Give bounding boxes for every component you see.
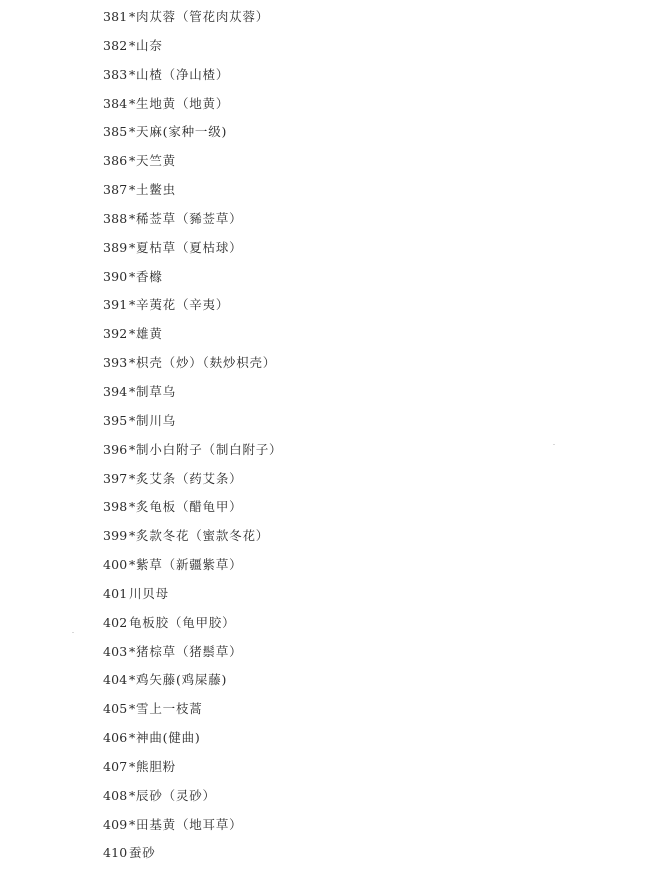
item-number: 396: [103, 441, 128, 457]
list-item: [103, 670, 282, 699]
item-name: *辰砂（灵砂）: [129, 787, 216, 803]
item-name: *神曲(健曲): [129, 730, 201, 746]
item-number: 385: [103, 124, 128, 140]
item-name: *稀莶草（豨莶草）: [129, 210, 243, 226]
list-item: [103, 65, 282, 94]
list-item: [103, 469, 282, 498]
item-number: 381: [103, 9, 128, 24]
item-number: 399: [103, 528, 128, 544]
list-item: [103, 151, 282, 180]
list-item: [103, 526, 282, 555]
scan-speck: [553, 444, 555, 445]
list-item: [103, 180, 282, 209]
item-name: *炙款冬花（蜜款冬花）: [129, 528, 270, 544]
item-number: 392: [103, 326, 128, 342]
list-item: [103, 7, 282, 36]
item-number: 386: [103, 153, 128, 169]
item-name: *辛荑花（辛夷）: [129, 297, 230, 313]
list-item: [103, 440, 282, 469]
item-name: *雄黄: [129, 326, 163, 342]
item-number: 403: [103, 643, 128, 659]
list-item: [103, 411, 282, 440]
list-item: [103, 36, 282, 65]
item-name: *雪上一枝蒿: [129, 701, 203, 717]
list-item: [103, 382, 282, 411]
item-number: 389: [103, 239, 128, 255]
item-name: *天竺黄: [129, 153, 176, 169]
item-name: *炙龟板（醋龟甲）: [129, 499, 243, 515]
item-name: *炙艾条（药艾条）: [129, 470, 243, 486]
list-item: [103, 209, 282, 238]
item-number: 409: [103, 816, 128, 832]
list-item: [103, 843, 282, 872]
item-name: *枳壳（炒）（麸炒枳壳）: [129, 355, 277, 371]
item-name: *生地黄（地黄）: [129, 95, 230, 111]
item-number: 390: [103, 268, 128, 284]
item-number: 406: [103, 730, 128, 746]
item-name: 蚕砂: [129, 845, 156, 861]
list-item: [103, 786, 282, 815]
item-name: *夏枯草（夏枯球）: [129, 239, 243, 255]
list-item: [103, 267, 282, 296]
list-item: [103, 94, 282, 123]
item-name: *土鳖虫: [129, 182, 176, 198]
list-item: [103, 353, 282, 382]
item-number: 407: [103, 758, 128, 774]
item-name: *肉苁蓉（管花肉苁蓉）: [129, 9, 270, 24]
item-name: *紫草（新疆紫草）: [129, 557, 243, 573]
list-item: [103, 555, 282, 584]
list-item: [103, 728, 282, 757]
item-number: 398: [103, 499, 128, 515]
item-name: *熊胆粉: [129, 758, 176, 774]
list-item: [103, 324, 282, 353]
item-number: 388: [103, 210, 128, 226]
item-name: *制草乌: [129, 383, 176, 399]
item-number: 384: [103, 95, 128, 111]
list-item: [103, 613, 282, 642]
item-number: 410: [103, 845, 128, 861]
item-number: 391: [103, 297, 128, 313]
item-number: 395: [103, 412, 128, 428]
list-item: [103, 815, 282, 844]
item-name: *制小白附子（制白附子）: [129, 441, 283, 457]
item-number: 383: [103, 66, 128, 82]
item-number: 408: [103, 787, 128, 803]
item-name: *山楂（净山楂）: [129, 66, 230, 82]
item-name: *天麻(家种一级): [129, 124, 228, 140]
item-number: 397: [103, 470, 128, 486]
item-name: *田基黄（地耳草）: [129, 816, 243, 832]
item-number: 402: [103, 614, 128, 630]
list-item: [103, 497, 282, 526]
item-name: *鸡矢藤(鸡屎藤): [129, 672, 228, 688]
item-number: 394: [103, 383, 128, 399]
herb-list: [103, 7, 282, 872]
item-name: 龟板胶（龟甲胶）: [129, 614, 236, 630]
list-item: [103, 238, 282, 267]
list-item: [103, 584, 282, 613]
item-number: 404: [103, 672, 128, 688]
item-name: *制川乌: [129, 412, 176, 428]
item-name: 川贝母: [129, 585, 169, 601]
scan-speck: [72, 632, 74, 633]
item-name: *猪棕草（猪鬃草）: [129, 643, 243, 659]
list-item: [103, 122, 282, 151]
item-number: 393: [103, 355, 128, 371]
item-number: 401: [103, 585, 128, 601]
list-item: [103, 295, 282, 324]
item-number: 400: [103, 557, 128, 573]
item-number: 405: [103, 701, 128, 717]
item-name: *山奈: [129, 37, 163, 53]
item-name: *香橼: [129, 268, 163, 284]
list-item: [103, 642, 282, 671]
list-item: [103, 757, 282, 786]
item-number: 387: [103, 182, 128, 198]
list-item: [103, 699, 282, 728]
item-number: 382: [103, 37, 128, 53]
